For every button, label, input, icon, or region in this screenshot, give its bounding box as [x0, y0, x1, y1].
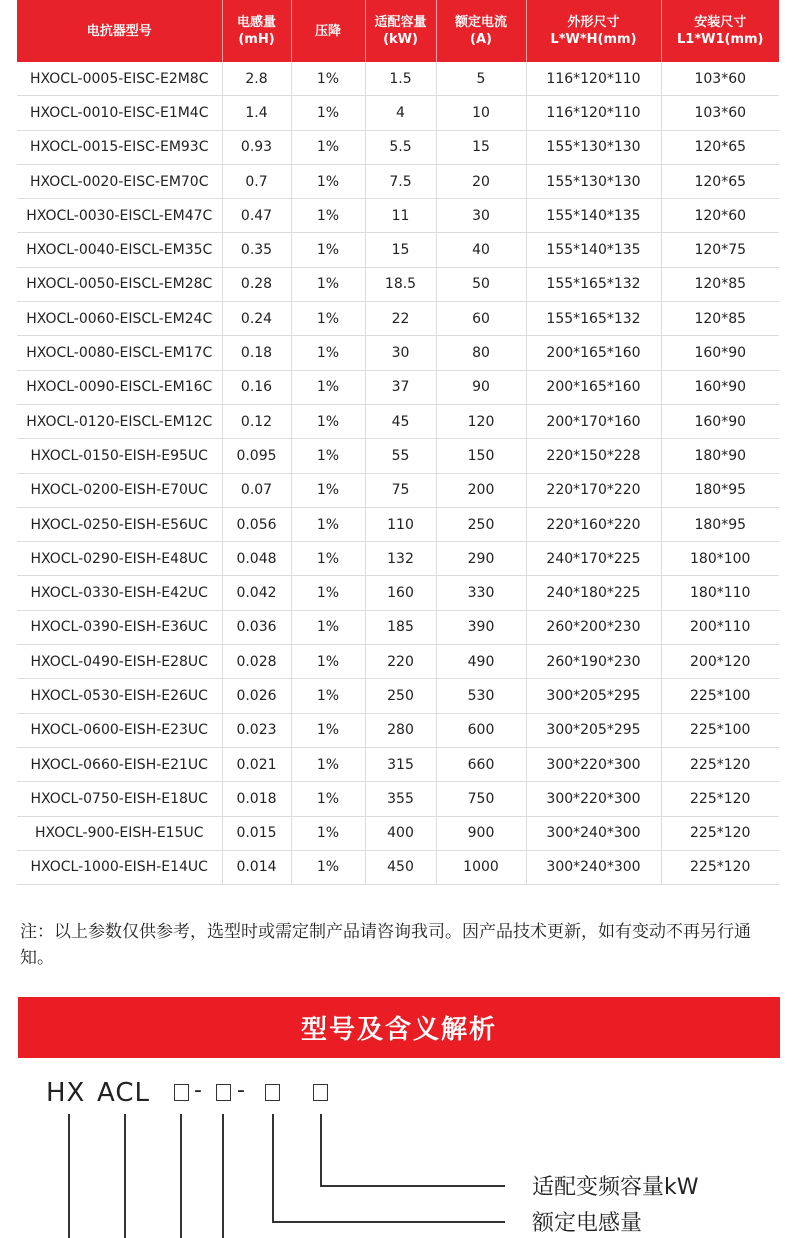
disclaimer-note: 注：以上参数仅供参考，选型时或需定制产品请咨询我司。因产品技术更新，如有变动不再另行通知。 [20, 922, 751, 968]
leader-line-current [180, 1114, 182, 1238]
code-dash-2: - [237, 1078, 245, 1103]
column-header: 安装尺寸 L1*W1(mm) [661, 0, 779, 62]
table-cell: 103*60 [661, 62, 779, 96]
table-cell: 1% [291, 404, 365, 438]
spec-table [17, 0, 779, 885]
table-cell: 530 [436, 679, 526, 713]
table-cell: 1% [291, 610, 365, 644]
table-cell: 660 [436, 747, 526, 781]
table-cell: 1% [291, 336, 365, 370]
table-row [17, 439, 779, 473]
leader-hline-inductance [272, 1221, 505, 1223]
table-cell: 1% [291, 645, 365, 679]
table-row [17, 610, 779, 644]
table-cell: 155*130*130 [526, 130, 661, 164]
table-cell: 200*170*160 [526, 404, 661, 438]
spec-table-header [17, 0, 779, 62]
table-cell: 220*150*228 [526, 439, 661, 473]
table-cell: 300*205*295 [526, 679, 661, 713]
leader-hline-capacity [320, 1185, 505, 1187]
table-cell: 225*120 [661, 747, 779, 781]
table-cell: 120*85 [661, 267, 779, 301]
table-cell: HXOCL-0200-EISH-E70UC [17, 473, 222, 507]
table-cell: 0.018 [222, 782, 291, 816]
column-header: 适配容量 (kW) [365, 0, 436, 62]
table-cell: 225*120 [661, 850, 779, 884]
table-cell: 160*90 [661, 336, 779, 370]
table-row [17, 96, 779, 130]
table-cell: 116*120*110 [526, 62, 661, 96]
table-row [17, 199, 779, 233]
table-cell: 20 [436, 164, 526, 198]
table-cell: HXOCL-0010-EISC-E1M4C [17, 96, 222, 130]
table-cell: 120*75 [661, 233, 779, 267]
table-cell: 0.47 [222, 199, 291, 233]
table-cell: 1% [291, 679, 365, 713]
table-row [17, 267, 779, 301]
table-cell: HXOCL-0330-EISH-E42UC [17, 576, 222, 610]
table-cell: 180*90 [661, 439, 779, 473]
table-cell: HXOCL-0020-EISC-EM70C [17, 164, 222, 198]
table-cell: 1% [291, 302, 365, 336]
table-cell: 0.042 [222, 576, 291, 610]
table-cell: 120*85 [661, 302, 779, 336]
table-cell: 0.35 [222, 233, 291, 267]
table-cell: 0.026 [222, 679, 291, 713]
table-cell: HXOCL-900-EISH-E15UC [17, 816, 222, 850]
table-cell: 225*100 [661, 679, 779, 713]
legend-capacity: 适配变频容量kW [532, 1175, 699, 1200]
table-cell: HXOCL-0290-EISH-E48UC [17, 542, 222, 576]
table-cell: 1% [291, 370, 365, 404]
table-cell: 120*65 [661, 130, 779, 164]
table-cell: 15 [436, 130, 526, 164]
table-cell: 220*160*220 [526, 507, 661, 541]
table-cell: 4 [365, 96, 436, 130]
table-cell: 330 [436, 576, 526, 610]
table-cell: 0.28 [222, 267, 291, 301]
table-row [17, 404, 779, 438]
legend-inductance: 额定电感量 [532, 1211, 643, 1236]
table-cell: 132 [365, 542, 436, 576]
table-cell: 155*165*132 [526, 302, 661, 336]
table-cell: 300*240*300 [526, 850, 661, 884]
table-row [17, 782, 779, 816]
table-cell: 600 [436, 713, 526, 747]
table-cell: 1% [291, 850, 365, 884]
table-cell: 116*120*110 [526, 96, 661, 130]
table-cell: 0.036 [222, 610, 291, 644]
table-cell: 1% [291, 439, 365, 473]
table-row [17, 816, 779, 850]
table-cell: 15 [365, 233, 436, 267]
table-cell: 55 [365, 439, 436, 473]
table-cell: 160*90 [661, 370, 779, 404]
table-cell: 1% [291, 233, 365, 267]
column-header: 外形尺寸 L*W*H(mm) [526, 0, 661, 62]
table-cell: 60 [436, 302, 526, 336]
table-row [17, 370, 779, 404]
table-cell: 75 [365, 473, 436, 507]
table-cell: 1% [291, 62, 365, 96]
table-cell: 300*220*300 [526, 747, 661, 781]
table-cell: 1% [291, 507, 365, 541]
table-cell: 80 [436, 336, 526, 370]
table-cell: 1% [291, 96, 365, 130]
table-cell: 1% [291, 267, 365, 301]
table-cell: 0.93 [222, 130, 291, 164]
table-cell: HXOCL-0120-EISCL-EM12C [17, 404, 222, 438]
table-cell: 120*65 [661, 164, 779, 198]
table-cell: HXOCL-0600-EISH-E23UC [17, 713, 222, 747]
table-cell: HXOCL-0750-EISH-E18UC [17, 782, 222, 816]
table-cell: 300*205*295 [526, 713, 661, 747]
table-cell: 160 [365, 576, 436, 610]
table-cell: 220*170*220 [526, 473, 661, 507]
table-cell: 1.4 [222, 96, 291, 130]
table-cell: 750 [436, 782, 526, 816]
leader-line-inductance [272, 1114, 274, 1222]
table-cell: 0.023 [222, 713, 291, 747]
table-cell: 290 [436, 542, 526, 576]
table-cell: 180*100 [661, 542, 779, 576]
table-cell: HXOCL-0530-EISH-E26UC [17, 679, 222, 713]
table-cell: 18.5 [365, 267, 436, 301]
table-cell: 900 [436, 816, 526, 850]
code-box-inductance [265, 1084, 280, 1101]
table-cell: 200*120 [661, 645, 779, 679]
table-cell: 30 [365, 336, 436, 370]
table-cell: 155*165*132 [526, 267, 661, 301]
leader-line-series [124, 1114, 126, 1238]
table-row [17, 645, 779, 679]
table-row [17, 62, 779, 96]
table-cell: 300*220*300 [526, 782, 661, 816]
table-cell: 110 [365, 507, 436, 541]
model-series: ACL [97, 1078, 150, 1108]
table-cell: 280 [365, 713, 436, 747]
table-cell: 250 [436, 507, 526, 541]
column-header: 压降 [291, 0, 365, 62]
table-cell: 1000 [436, 850, 526, 884]
table-cell: 0.015 [222, 816, 291, 850]
table-cell: 250 [365, 679, 436, 713]
table-cell: 120 [436, 404, 526, 438]
column-header: 额定电流 (A) [436, 0, 526, 62]
table-cell: 1% [291, 747, 365, 781]
table-cell: 1% [291, 542, 365, 576]
table-cell: HXOCL-0050-EISCL-EM28C [17, 267, 222, 301]
table-row [17, 164, 779, 198]
leader-line-prefix [68, 1114, 70, 1238]
table-row [17, 747, 779, 781]
code-box-capacity [313, 1084, 328, 1101]
table-cell: 1% [291, 576, 365, 610]
table-cell: 45 [365, 404, 436, 438]
column-header: 电抗器型号 [17, 0, 222, 62]
table-cell: 155*140*135 [526, 199, 661, 233]
table-cell: 200*165*160 [526, 336, 661, 370]
table-row [17, 130, 779, 164]
table-cell: 0.18 [222, 336, 291, 370]
table-cell: 0.16 [222, 370, 291, 404]
table-cell: HXOCL-0080-EISCL-EM17C [17, 336, 222, 370]
table-cell: 0.048 [222, 542, 291, 576]
table-cell: 180*110 [661, 576, 779, 610]
table-cell: 160*90 [661, 404, 779, 438]
table-cell: 150 [436, 439, 526, 473]
table-row [17, 713, 779, 747]
table-cell: 30 [436, 199, 526, 233]
model-prefix: HX [46, 1078, 86, 1108]
table-cell: 22 [365, 302, 436, 336]
column-header: 电感量 (mH) [222, 0, 291, 62]
table-cell: 300*240*300 [526, 816, 661, 850]
table-cell: 1% [291, 816, 365, 850]
section-banner [18, 997, 780, 1058]
table-row [17, 850, 779, 884]
table-row [17, 302, 779, 336]
table-cell: 0.24 [222, 302, 291, 336]
table-cell: 260*190*230 [526, 645, 661, 679]
table-cell: 0.021 [222, 747, 291, 781]
table-cell: 1% [291, 199, 365, 233]
table-cell: 315 [365, 747, 436, 781]
table-cell: 450 [365, 850, 436, 884]
table-cell: 90 [436, 370, 526, 404]
table-cell: 200*165*160 [526, 370, 661, 404]
table-cell: 180*95 [661, 507, 779, 541]
table-row [17, 576, 779, 610]
table-cell: HXOCL-0040-EISCL-EM35C [17, 233, 222, 267]
table-cell: 490 [436, 645, 526, 679]
table-cell: 0.056 [222, 507, 291, 541]
table-cell: 1% [291, 713, 365, 747]
table-cell: 220 [365, 645, 436, 679]
table-cell: HXOCL-0660-EISH-E21UC [17, 747, 222, 781]
table-cell: 155*140*135 [526, 233, 661, 267]
table-cell: 225*120 [661, 782, 779, 816]
table-cell: 5 [436, 62, 526, 96]
table-row [17, 233, 779, 267]
table-cell: 400 [365, 816, 436, 850]
table-cell: 50 [436, 267, 526, 301]
table-row [17, 336, 779, 370]
table-cell: 1% [291, 164, 365, 198]
table-cell: 0.028 [222, 645, 291, 679]
table-cell: 10 [436, 96, 526, 130]
table-cell: 225*100 [661, 713, 779, 747]
table-cell: 0.7 [222, 164, 291, 198]
table-cell: 225*120 [661, 816, 779, 850]
table-cell: HXOCL-0090-EISCL-EM16C [17, 370, 222, 404]
table-cell: 7.5 [365, 164, 436, 198]
table-row [17, 507, 779, 541]
table-cell: HXOCL-0250-EISH-E56UC [17, 507, 222, 541]
leader-line-type [222, 1114, 224, 1238]
table-cell: HXOCL-1000-EISH-E14UC [17, 850, 222, 884]
header-row [17, 0, 779, 62]
table-cell: HXOCL-0005-EISC-E2M8C [17, 62, 222, 96]
table-cell: 180*95 [661, 473, 779, 507]
table-cell: 355 [365, 782, 436, 816]
table-row [17, 473, 779, 507]
table-cell: 40 [436, 233, 526, 267]
table-row [17, 679, 779, 713]
table-cell: HXOCL-0015-EISC-EM93C [17, 130, 222, 164]
table-cell: 1% [291, 130, 365, 164]
table-cell: 185 [365, 610, 436, 644]
table-row [17, 542, 779, 576]
table-cell: 2.8 [222, 62, 291, 96]
table-cell: 0.07 [222, 473, 291, 507]
table-cell: 11 [365, 199, 436, 233]
table-cell: 1.5 [365, 62, 436, 96]
table-cell: 240*170*225 [526, 542, 661, 576]
table-cell: 155*130*130 [526, 164, 661, 198]
table-cell: 200 [436, 473, 526, 507]
table-cell: HXOCL-0490-EISH-E28UC [17, 645, 222, 679]
table-cell: 0.12 [222, 404, 291, 438]
table-cell: 0.095 [222, 439, 291, 473]
leader-line-capacity [320, 1114, 322, 1186]
table-cell: HXOCL-0150-EISH-E95UC [17, 439, 222, 473]
table-cell: 260*200*230 [526, 610, 661, 644]
code-box-type [216, 1084, 231, 1101]
code-dash-1: - [194, 1078, 202, 1103]
table-cell: 37 [365, 370, 436, 404]
spec-table-body [17, 62, 779, 885]
table-cell: HXOCL-0060-EISCL-EM24C [17, 302, 222, 336]
code-box-current [174, 1084, 189, 1101]
table-cell: HXOCL-0030-EISCL-EM47C [17, 199, 222, 233]
table-cell: 120*60 [661, 199, 779, 233]
table-cell: 200*110 [661, 610, 779, 644]
section-title: 型号及含义解析 [300, 1015, 497, 1045]
table-cell: 103*60 [661, 96, 779, 130]
table-cell: 240*180*225 [526, 576, 661, 610]
table-cell: 5.5 [365, 130, 436, 164]
table-cell: 1% [291, 473, 365, 507]
table-cell: HXOCL-0390-EISH-E36UC [17, 610, 222, 644]
table-cell: 390 [436, 610, 526, 644]
table-cell: 1% [291, 782, 365, 816]
table-cell: 0.014 [222, 850, 291, 884]
